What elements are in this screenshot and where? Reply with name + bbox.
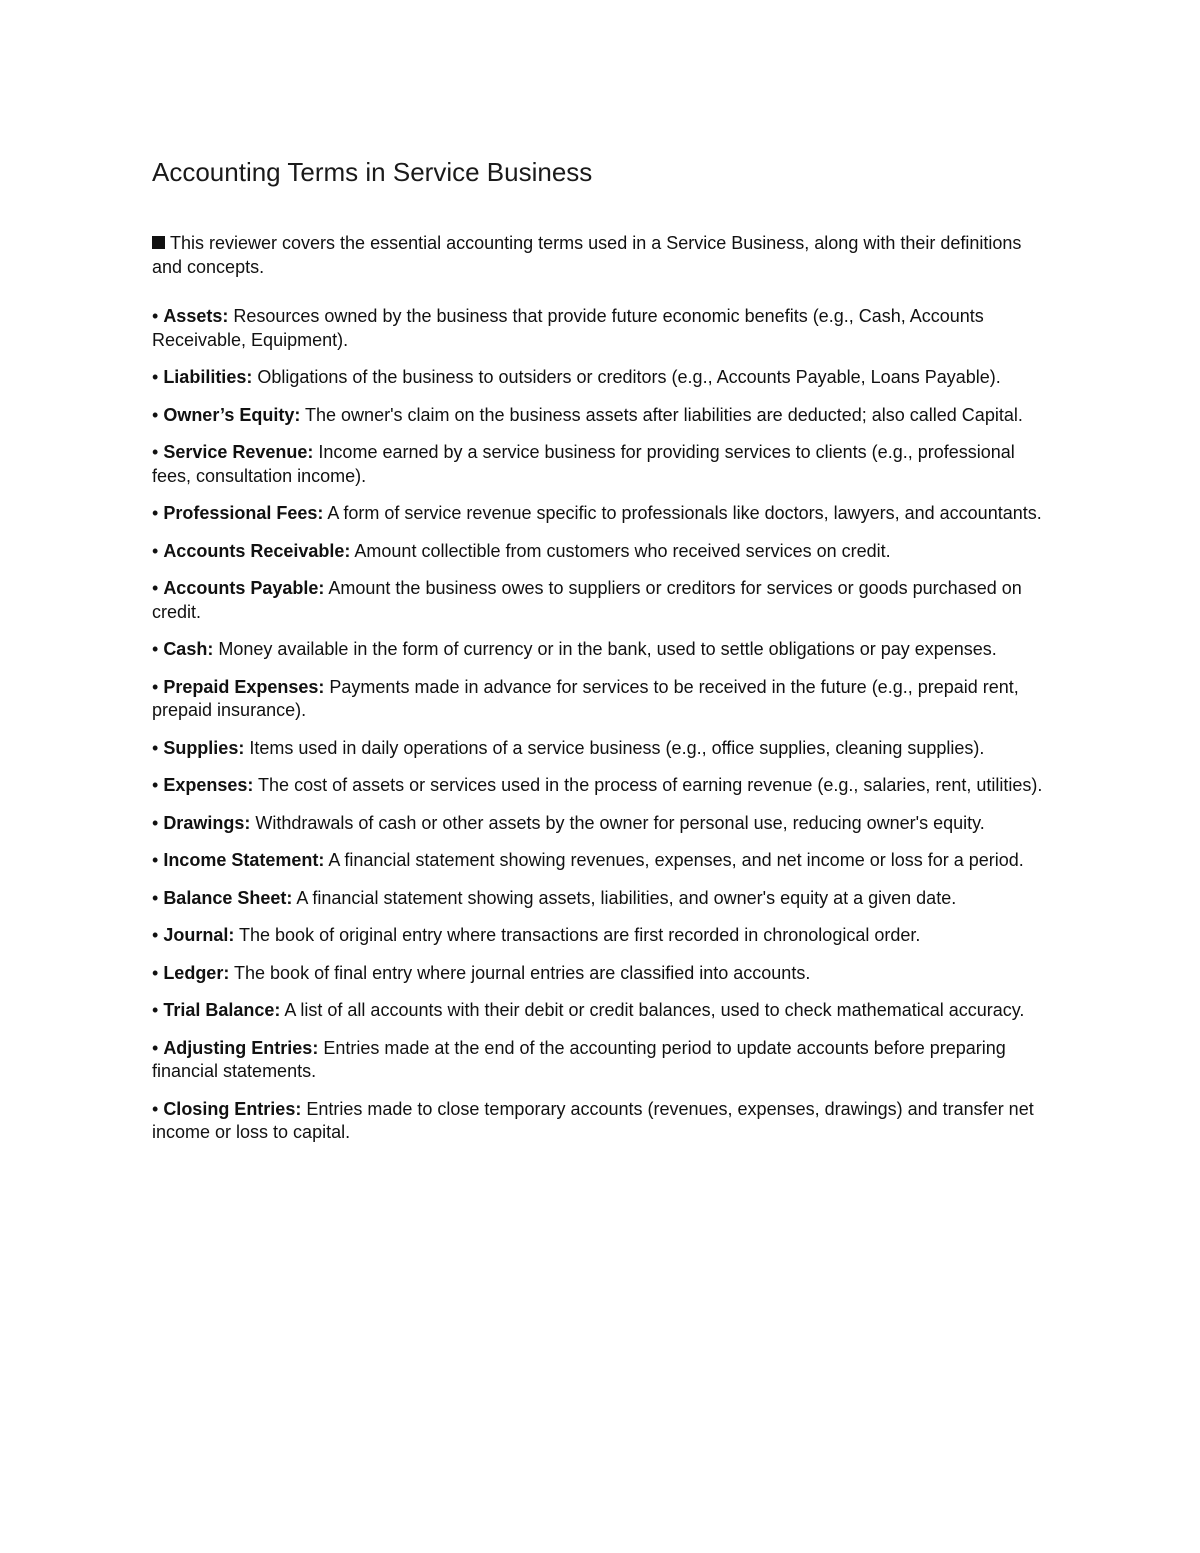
bullet-icon: • bbox=[152, 367, 159, 387]
document-content bbox=[152, 156, 1052, 1159]
term-name: Accounts Receivable: bbox=[163, 540, 351, 561]
term-name: Prepaid Expenses: bbox=[163, 676, 325, 697]
term-name: Owner’s Equity: bbox=[163, 404, 301, 425]
term-item bbox=[152, 1037, 1052, 1084]
term-item bbox=[152, 999, 1052, 1023]
bullet-icon: • bbox=[152, 1000, 159, 1020]
bullet-icon: • bbox=[152, 1037, 159, 1058]
term-definition: The book of final entry where journal entries are classified into accounts. bbox=[234, 962, 811, 983]
bullet-icon: • bbox=[152, 775, 159, 795]
term-item bbox=[152, 737, 1052, 761]
black-square-icon bbox=[152, 236, 165, 249]
term-definition: Withdrawals of cash or other assets by the owner for personal use, reducing owner's equity. bbox=[255, 812, 985, 833]
bullet-icon: • bbox=[152, 962, 159, 983]
term-item bbox=[152, 305, 1052, 352]
term-definition: The owner's claim on the business assets after liabilities are deducted; also called Capital. bbox=[305, 404, 1023, 425]
term-name: Ledger: bbox=[163, 962, 230, 983]
term-definition: Income earned by a service business for providing services to clients (e.g., professional fees, consultation income). bbox=[152, 442, 1015, 486]
bullet-icon: • bbox=[152, 737, 159, 758]
term-name: Service Revenue: bbox=[163, 442, 314, 462]
bullet-icon: • bbox=[152, 404, 159, 425]
term-item bbox=[152, 404, 1052, 428]
bullet-icon: • bbox=[152, 540, 159, 561]
term-definition: A financial statement showing assets, liabilities, and owner's equity at a given date. bbox=[296, 887, 957, 908]
term-name: Journal: bbox=[163, 925, 235, 945]
term-item bbox=[152, 676, 1052, 723]
term-item bbox=[152, 887, 1052, 911]
term-definition: Amount the business owes to suppliers or creditors for services or goods purchased on credit. bbox=[152, 578, 1022, 622]
term-name: Trial Balance: bbox=[163, 1000, 281, 1020]
intro-paragraph bbox=[152, 231, 1052, 279]
bullet-icon: • bbox=[152, 639, 159, 659]
term-definition: Payments made in advance for services to be received in the future (e.g., prepaid rent, prepaid insurance). bbox=[152, 676, 1019, 720]
term-name: Supplies: bbox=[163, 737, 245, 758]
term-item bbox=[152, 540, 1052, 564]
term-item bbox=[152, 1098, 1052, 1145]
term-definition: Entries made to close temporary accounts (revenues, expenses, drawings) and transfer net income or loss to capital. bbox=[152, 1098, 1034, 1142]
term-name: Balance Sheet: bbox=[163, 887, 293, 908]
term-name: Cash: bbox=[163, 639, 214, 659]
term-name: Closing Entries: bbox=[163, 1098, 302, 1119]
term-definition: Entries made at the end of the accounting period to update accounts before preparing financial statements. bbox=[152, 1037, 1006, 1081]
term-name: Income Statement: bbox=[163, 850, 325, 870]
term-name: Assets: bbox=[163, 306, 229, 326]
term-item bbox=[152, 502, 1052, 526]
term-name: Drawings: bbox=[163, 812, 251, 833]
term-name: Liabilities: bbox=[163, 367, 253, 387]
bullet-icon: • bbox=[152, 676, 159, 697]
term-name: Adjusting Entries: bbox=[163, 1037, 319, 1058]
term-definition: Items used in daily operations of a service business (e.g., office supplies, cleaning supplies). bbox=[249, 737, 985, 758]
term-item bbox=[152, 924, 1052, 948]
term-item bbox=[152, 577, 1052, 624]
term-item bbox=[152, 638, 1052, 662]
term-item bbox=[152, 849, 1052, 873]
term-name: Professional Fees: bbox=[163, 503, 324, 523]
term-definition: Amount collectible from customers who received services on credit. bbox=[354, 540, 891, 561]
term-definition: The cost of assets or services used in the process of earning revenue (e.g., salaries, rent, utilities). bbox=[258, 775, 1043, 795]
document-title: Accounting Terms in Service Business bbox=[152, 157, 593, 187]
term-item bbox=[152, 366, 1052, 390]
term-definition: A form of service revenue specific to professionals like doctors, lawyers, and accountants. bbox=[327, 503, 1042, 523]
term-definition: Money available in the form of currency or in the bank, used to settle obligations or pay expenses. bbox=[218, 639, 997, 659]
bullet-icon: • bbox=[152, 850, 159, 870]
term-name: Accounts Payable: bbox=[163, 578, 325, 598]
bullet-icon: • bbox=[152, 578, 159, 598]
bullet-icon: • bbox=[152, 442, 159, 462]
term-item bbox=[152, 812, 1052, 836]
bullet-icon: • bbox=[152, 1098, 159, 1119]
intro-text: This reviewer covers the essential accounting terms used in a Service Business, along with their definitions and concepts. bbox=[152, 233, 1022, 277]
term-definition: A list of all accounts with their debit or credit balances, used to check mathematical accuracy. bbox=[284, 1000, 1025, 1020]
term-definition: The book of original entry where transactions are first recorded in chronological order. bbox=[239, 925, 921, 945]
term-item bbox=[152, 774, 1052, 798]
terms-list bbox=[152, 305, 1052, 1145]
term-definition: A financial statement showing revenues, expenses, and net income or loss for a period. bbox=[328, 850, 1024, 870]
bullet-icon: • bbox=[152, 925, 159, 945]
term-item bbox=[152, 441, 1052, 488]
term-name: Expenses: bbox=[163, 775, 254, 795]
term-definition: Resources owned by the business that provide future economic benefits (e.g., Cash, Accounts Receivable, Equipment). bbox=[152, 306, 984, 350]
term-item bbox=[152, 962, 1052, 986]
bullet-icon: • bbox=[152, 306, 159, 326]
bullet-icon: • bbox=[152, 812, 159, 833]
bullet-icon: • bbox=[152, 503, 159, 523]
bullet-icon: • bbox=[152, 887, 159, 908]
term-definition: Obligations of the business to outsiders or creditors (e.g., Accounts Payable, Loans Payable). bbox=[257, 367, 1001, 387]
